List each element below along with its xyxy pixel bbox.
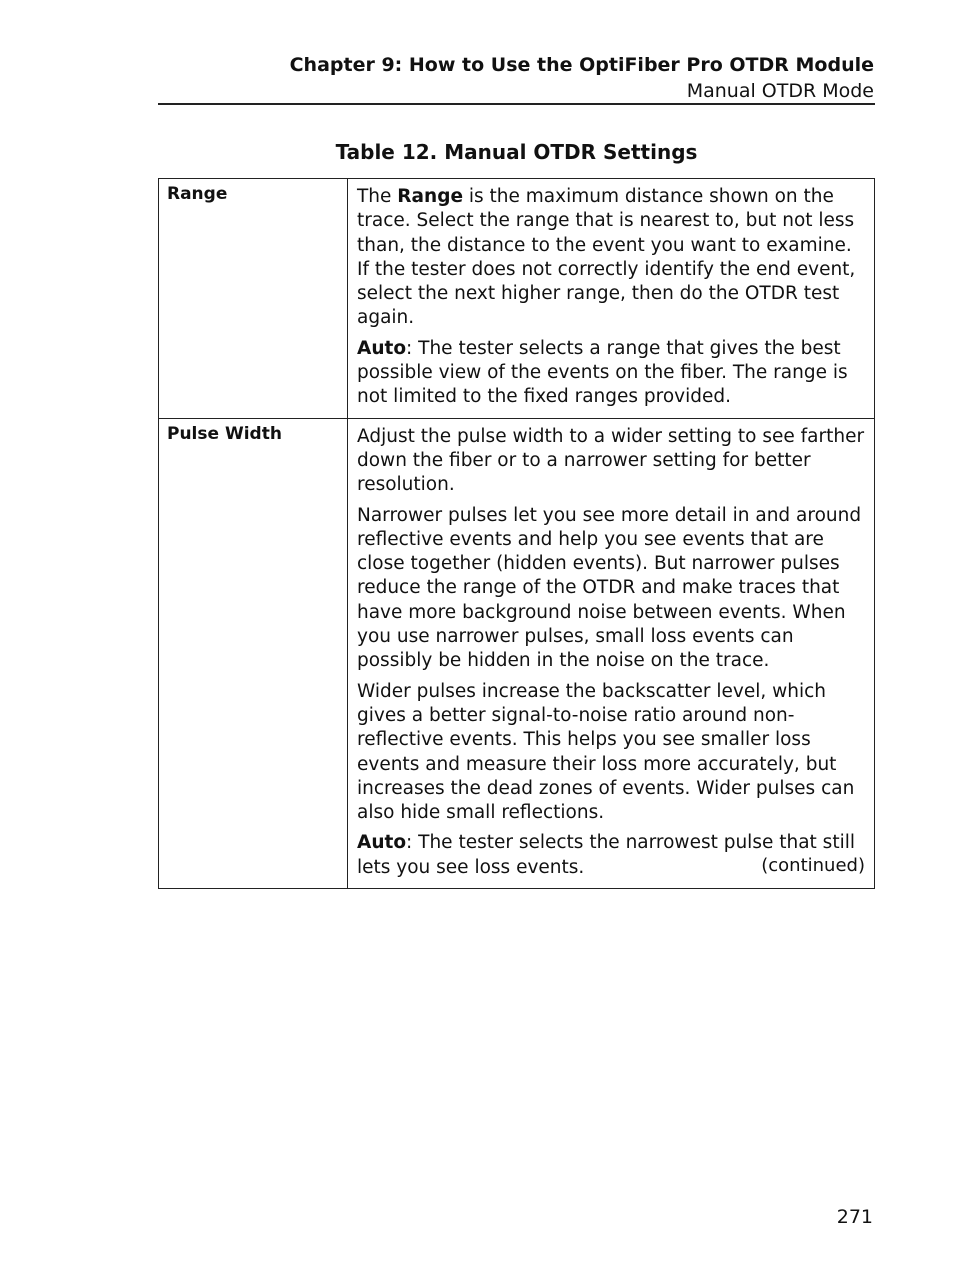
description-paragraph: Narrower pulses let you see more detail in and around reflective events and help you see events that are close together (hidden events). But narrower pulses reduce the range of the OTDR and make traces that have more background noise between events. When you use narrower pulses, small loss events can possibly be hidden in the noise on the trace. xyxy=(357,504,862,672)
description-text: is the maximum distance shown on the trace. Select the range that is nearest to, but not less than, the distance to the event you want to examine. If the tester does not correctly identify the end event, select the next higher range, then do the OTDR test again. xyxy=(357,186,856,329)
auto-paragraph xyxy=(357,337,865,410)
header-rule xyxy=(158,103,875,105)
description-bold-term: Range xyxy=(397,186,463,207)
setting-description-pulse-width xyxy=(348,418,875,888)
description-paragraph: Adjust the pulse width to a wider setting to see farther down the fiber or to a narrower setting for better resolution. xyxy=(357,425,865,496)
table-row xyxy=(159,418,875,888)
setting-label-range: Range xyxy=(159,179,348,419)
auto-text: : The tester selects the narrowest pulse that still lets you see loss events. xyxy=(357,832,855,878)
page-number: 271 xyxy=(836,1206,873,1228)
continued-note: (continued) xyxy=(761,855,865,876)
auto-label: Auto xyxy=(357,337,407,359)
auto-text: : The tester selects a range that gives the best possible view of the events on the fiber. The range is not limited to the fixed ranges provided. xyxy=(357,337,848,408)
setting-description-range xyxy=(348,179,875,419)
description-paragraph: Wider pulses increase the backscatter level, which gives a better signal-to-noise ratio around non-reflective events. This helps you see smaller loss events and measure their loss more accurately, but increases the dead zones of events. Wider pulses can also hide small reflections. xyxy=(357,680,855,824)
chapter-title: Chapter 9: How to Use the OptiFiber Pro OTDR Module xyxy=(289,54,874,76)
running-header xyxy=(290,52,874,104)
settings-table xyxy=(158,178,875,889)
section-title: Manual OTDR Mode xyxy=(686,80,874,102)
table-title: Table 12. Manual OTDR Settings xyxy=(335,140,698,164)
table-row xyxy=(159,179,875,419)
setting-label-pulse-width: Pulse Width xyxy=(159,418,348,888)
description-paragraph xyxy=(357,185,865,331)
description-text: The xyxy=(357,186,398,207)
auto-label: Auto xyxy=(357,832,407,854)
